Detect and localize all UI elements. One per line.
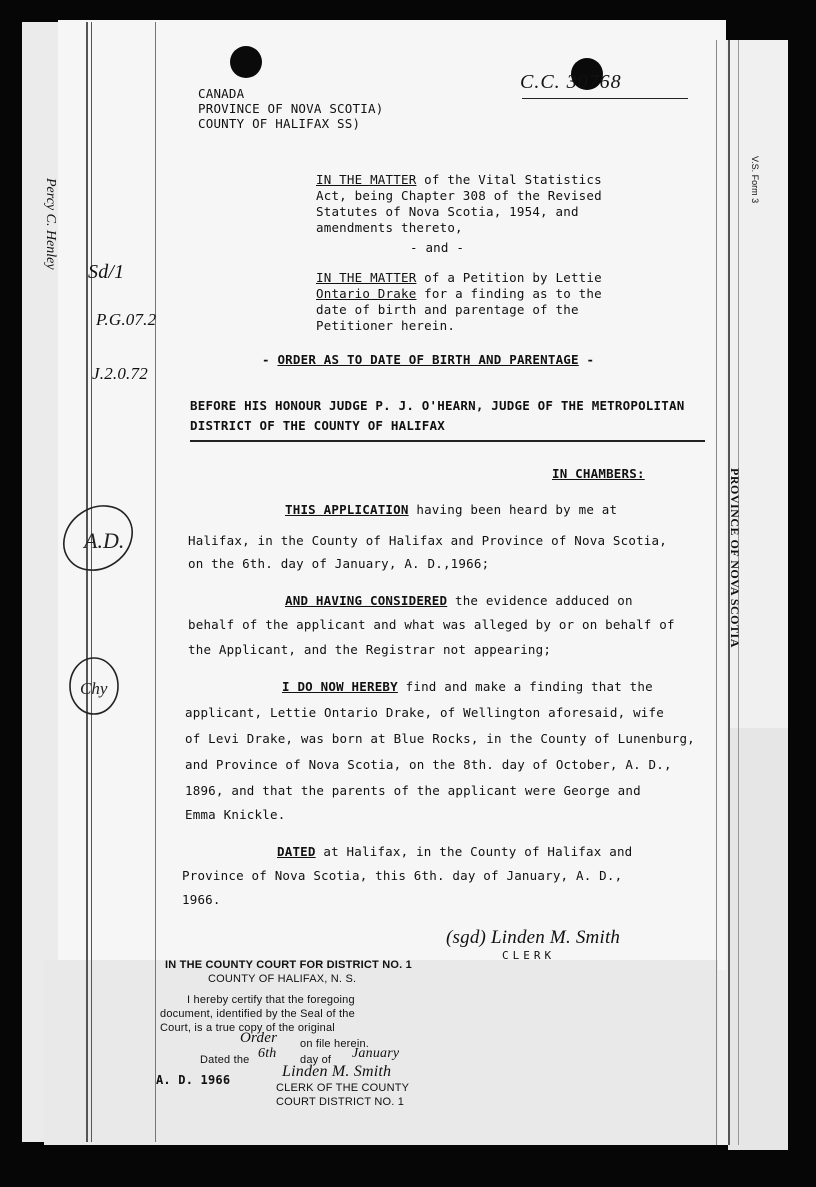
right-margin-province: PROVINCE OF NOVA SCOTIA (728, 468, 742, 648)
margin-circle-ad (58, 500, 140, 580)
stamp-dated-label: Dated the (200, 1054, 250, 1066)
stamp-clerk-signature: Linden M. Smith (282, 1063, 392, 1080)
connector-and: - and - (410, 240, 465, 255)
stamp-line3: I hereby certify that the foregoing (187, 994, 355, 1006)
matter2-line4: Petitioner herein. (316, 318, 456, 333)
margin-line-left-2 (91, 22, 92, 1142)
margin-note-1: Sd/1 (88, 261, 125, 283)
stamp-clerk-title: CLERK OF THE COUNTY (276, 1082, 410, 1094)
matter2-line3: date of birth and parentage of the (316, 302, 579, 317)
stamp-month: January (352, 1046, 400, 1061)
matter1-line1: IN THE MATTER of the Vital Statistics (316, 172, 602, 187)
stamp-court-district: COURT DISTRICT NO. 1 (276, 1096, 405, 1108)
matter1-line3: Statutes of Nova Scotia, 1954, and (316, 204, 579, 219)
para4-line1: DATED at Halifax, in the County of Halifax and (277, 844, 633, 859)
para2-line1: AND HAVING CONSIDERED the evidence adduced on (285, 593, 633, 608)
stamp-line5: Court, is a true copy of the original (160, 1022, 335, 1034)
matter2-line2: Ontario Drake for a finding as to the (316, 286, 602, 301)
margin-line-left (86, 22, 88, 1142)
margin-note-3: J.2.0.72 (92, 364, 148, 383)
para1-line3: on the 6th. day of January, A. D.,1966; (188, 556, 490, 571)
order-title: - ORDER AS TO DATE OF BIRTH AND PARENTAGE - (262, 352, 595, 367)
stamp-handwritten-order: Order (240, 1030, 278, 1046)
margin-line-inner (155, 22, 156, 1142)
before-judge-line1: BEFORE HIS HONOUR JUDGE P. J. O'HEARN, JUDGE OF THE METROPOLITAN (190, 398, 685, 413)
stamp-county: COUNTY OF HALIFAX, N. S. (208, 973, 357, 985)
file-number: C.C. 30768 (520, 71, 622, 93)
before-judge-line2: DISTRICT OF THE COUNTY OF HALIFAX (190, 418, 445, 433)
para2-line3: the Applicant, and the Registrar not appearing; (188, 642, 552, 657)
para3-line6: Emma Knickle. (185, 807, 286, 822)
left-margin-name: Percy C. Henley (43, 178, 58, 270)
matter1-line4: amendments thereto, (316, 220, 463, 235)
para4-line2: Province of Nova Scotia, this 6th. day of January, A. D., (182, 868, 623, 883)
before-judge-rule (190, 440, 705, 442)
para3-line5: 1896, and that the parents of the applicant were George and (185, 783, 641, 798)
jurisdiction-county: COUNTY OF HALIFAX SS) (198, 116, 361, 131)
stamp-line6: on file herein. (300, 1038, 370, 1050)
margin-circle-ad-text: A.D. (84, 528, 125, 553)
stamp-year: A. D. 1966 (156, 1073, 231, 1087)
para1-line2: Halifax, in the County of Halifax and Province of Nova Scotia, (188, 533, 667, 548)
right-paper-strip-lower (728, 728, 788, 1150)
matter2-line1: IN THE MATTER of a Petition by Lettie (316, 270, 602, 285)
jurisdiction-province: PROVINCE OF NOVA SCOTIA) (198, 101, 384, 116)
para3-line3: of Levi Drake, was born at Blue Rocks, in the County of Lunenburg, (185, 731, 695, 746)
stamp-court-name: IN THE COUNTY COURT FOR DISTRICT NO. 1 (165, 959, 412, 971)
in-chambers: IN CHAMBERS: (552, 466, 645, 481)
para3-line2: applicant, Lettie Ontario Drake, of Wellington aforesaid, wife (185, 705, 664, 720)
clerk-label: CLERK (502, 949, 556, 962)
jurisdiction-country: CANADA (198, 86, 245, 101)
order-sheet (58, 20, 726, 970)
punch-hole-left (230, 46, 262, 78)
margin-circle-chy (64, 654, 124, 718)
stamp-day-of-label: day of (300, 1054, 332, 1066)
para2-line2: behalf of the applicant and what was alleged by or on behalf of (188, 617, 675, 632)
file-number-underline (522, 98, 688, 99)
margin-line-right (716, 40, 717, 1145)
margin-note-2: P.G.07.2 (96, 310, 157, 329)
para3-line1: I DO NOW HEREBY find and make a finding that the (282, 679, 653, 694)
margin-circle-chy-text: Chy (80, 679, 108, 698)
stamp-day: 6th (258, 1046, 277, 1061)
clerk-signature: (sgd) Linden M. Smith (446, 927, 621, 948)
matter1-line2: Act, being Chapter 308 of the Revised (316, 188, 602, 203)
para3-line4: and Province of Nova Scotia, on the 8th. day of October, A. D., (185, 757, 672, 772)
para4-line3: 1966. (182, 892, 221, 907)
right-form-label: V.S. Form 3 (750, 156, 760, 204)
stamp-line4: document, identified by the Seal of the (160, 1008, 355, 1020)
para1-line1: THIS APPLICATION having been heard by me at (285, 502, 618, 517)
